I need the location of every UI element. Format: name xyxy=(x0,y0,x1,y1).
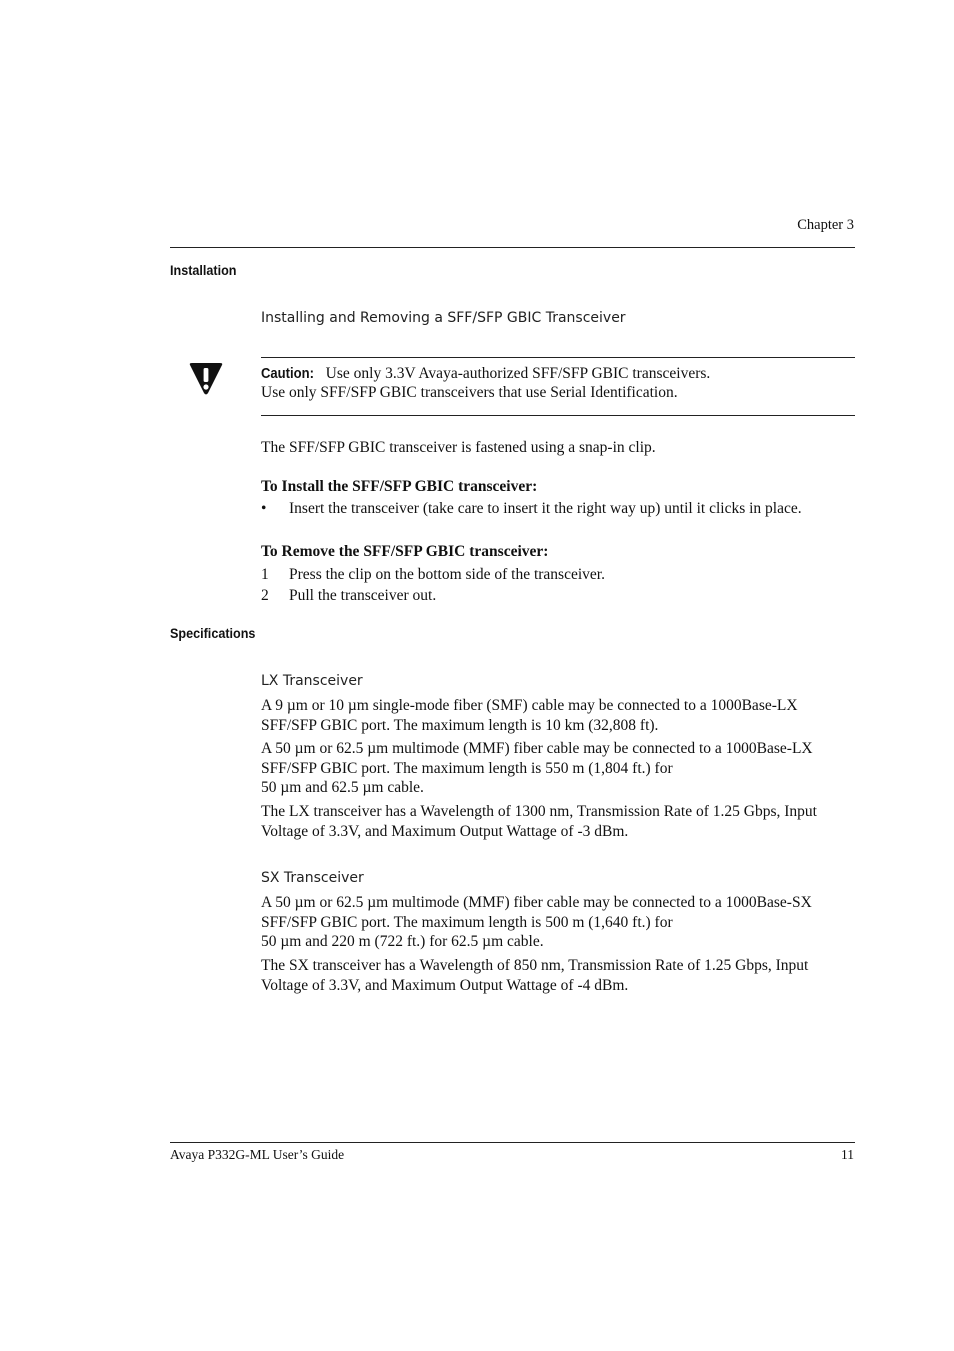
subheading-lx-transceiver: LX Transceiver xyxy=(261,673,363,689)
step-number: 2 xyxy=(261,587,269,604)
remove-title: To Remove the SFF/SFP GBIC transceiver: xyxy=(261,543,549,560)
sx-paragraph-1b: 50 µm and 220 m (722 ft.) for 62.5 µm cable. xyxy=(261,933,544,950)
lx-paragraph-1: A 9 µm or 10 µm single-mode fiber (SMF) cable may be connected to a 1000Base-LX SFF/SFP GBIC port. The maximum length is 10 km (32,808 ft). xyxy=(261,697,798,734)
subheading-sx-transceiver: SX Transceiver xyxy=(261,870,364,886)
caution-icon xyxy=(188,362,224,396)
remove-step xyxy=(261,586,855,606)
remove-step-text: Pull the transceiver out. xyxy=(289,587,437,604)
sx-paragraph-1a: A 50 µm or 62.5 µm multimode (MMF) fiber cable may be connected to a 1000Base-SX SFF/SFP GBIC port. The maximum length is 500 m (1,640 ft.) for xyxy=(261,894,812,931)
page-number: 11 xyxy=(841,1147,854,1162)
bullet-marker: • xyxy=(261,500,267,517)
footer-rule xyxy=(170,1142,855,1143)
section-heading-installation: Installation xyxy=(170,262,237,278)
subheading-installing-removing: Installing and Removing a SFF/SFP GBIC Transceiver xyxy=(261,310,626,326)
sx-paragraph-2: The SX transceiver has a Wavelength of 850 nm, Transmission Rate of 1.25 Gbps, Input Voltage of 3.3V, and Maximum Output Wattage of -4 dBm. xyxy=(261,957,809,994)
step-number: 1 xyxy=(261,566,269,583)
remove-step-text: Press the clip on the bottom side of the transceiver. xyxy=(289,566,605,583)
install-step xyxy=(261,499,855,539)
footer-title: Avaya P332G-ML User’s Guide xyxy=(170,1147,345,1162)
caution-bottom-rule xyxy=(261,415,855,416)
caution-line-2: Use only SFF/SFP GBIC transceivers that use Serial Identification. xyxy=(261,384,678,401)
caution-label: Caution: xyxy=(261,366,314,382)
lx-paragraph-2a: A 50 µm or 62.5 µm multimode (MMF) fiber cable may be connected to a 1000Base-LX SFF/SFP GBIC port. The maximum length is 550 m (1,804 ft.) for xyxy=(261,740,813,777)
caution-top-rule xyxy=(261,357,855,358)
install-step-text: Insert the transceiver (take care to insert it the right way up) until it clicks in place. xyxy=(289,500,802,517)
section-heading-specifications: Specifications xyxy=(170,625,256,641)
caution-line-1 xyxy=(261,364,855,384)
lx-paragraph-3: The LX transceiver has a Wavelength of 1300 nm, Transmission Rate of 1.25 Gbps, Input Voltage of 3.3V, and Maximum Output Wattage of -3 dBm. xyxy=(261,803,817,840)
intro-paragraph: The SFF/SFP GBIC transceiver is fastened using a snap-in clip. xyxy=(261,439,656,456)
lx-paragraph-2b: 50 µm and 62.5 µm cable. xyxy=(261,779,424,796)
remove-step xyxy=(261,565,855,585)
header-rule xyxy=(170,247,855,248)
install-title: To Install the SFF/SFP GBIC transceiver: xyxy=(261,478,538,495)
caution-text-1: Use only 3.3V Avaya-authorized SFF/SFP GBIC transceivers. xyxy=(325,365,711,382)
chapter-label: Chapter 3 xyxy=(797,217,854,233)
